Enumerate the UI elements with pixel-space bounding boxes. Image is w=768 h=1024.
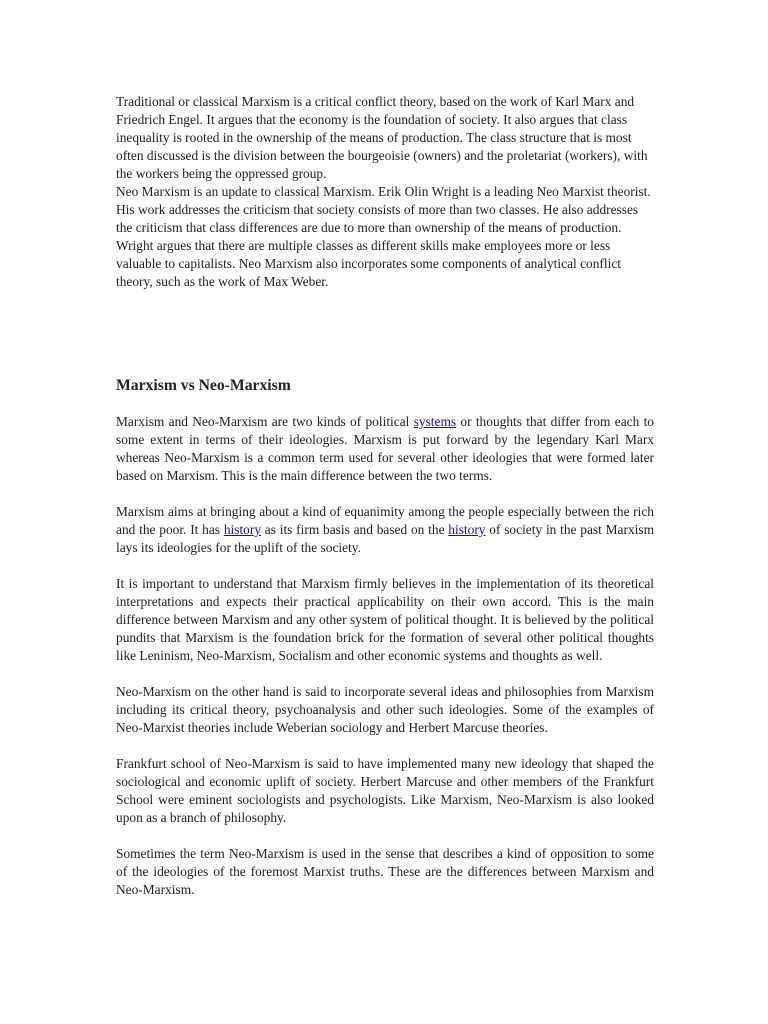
systems-link[interactable]: systems <box>413 414 457 429</box>
section-paragraph-6: Sometimes the term Neo-Marxism is used in the sense that describes a kind of opposition to some of the ideologies of the foremost Marxist truths. These are the differences between Marxism and Neo-Marxism. <box>116 846 654 897</box>
history-link[interactable]: history <box>448 522 486 537</box>
comparison-section <box>116 413 654 899</box>
intro-paragraph-2: Neo Marxism is an update to classical Marxism. Erik Olin Wright is a leading Neo Marxist theorist. His work addresses the criticism that society consists of more than two classes. He also addresses the criticism that class differences are due to more than ownership of the means of production. Wright argues that there are multiple classes as different skills make employees more or less valuable to capitalists. Neo Marxism also incorporates some components of analytical conflict theory, such as the work of Max Weber. <box>116 184 651 289</box>
section-paragraph-1 <box>116 413 654 485</box>
paragraph-text: of society in the past Marxism lays its ideologies for the uplift of the society. <box>116 522 654 555</box>
section-heading: Marxism vs Neo-Marxism <box>116 377 291 394</box>
paragraph-text: Marxism and Neo-Marxism are two kinds of political <box>116 414 414 429</box>
section-paragraph-2 <box>116 503 654 557</box>
section-paragraph-5: Frankfurt school of Neo-Marxism is said to have implemented many new ideology that shaped the sociological and economic uplift of society. Herbert Marcuse and other members of the Frankfurt School were eminent sociologists and psychologists. Like Marxism, Neo-Marxism is also looked upon as a branch of philosophy. <box>116 756 654 825</box>
paragraph-text: as its firm basis and based on the <box>261 522 449 537</box>
paragraph-text: Marxism aims at bringing about a kind of equanimity among the people especially between the rich and the poor. It has <box>116 504 654 537</box>
section-paragraph-3: It is important to understand that Marxism firmly believes in the implementation of its theoretical interpretations and expects their practical applicability on their own accord. This is the main difference between Marxism and any other system of political thought. It is believed by the political pundits that Marxism is the foundation brick for the formation of several other political thoughts like Leninism, Neo-Marxism, Socialism and other economic systems and thoughts as well. <box>116 576 654 663</box>
history-link[interactable]: history <box>223 522 262 537</box>
section-paragraph-4: Neo-Marxism on the other hand is said to incorporate several ideas and philosophies from Marxism including its critical theory, psychoanalysis and other such ideologies. Some of the examples of Neo-Marxist theories include Weberian sociology and Herbert Marcuse theories. <box>116 684 654 735</box>
intro-paragraph-1: Traditional or classical Marxism is a critical conflict theory, based on the work of Karl Marx and Friedrich Engel. It argues that the economy is the foundation of society. It also argues that class inequality is rooted in the ownership of the means of production. The class structure that is most often discussed is the division between the bourgeoisie (owners) and the proletariat (workers), with the workers being the oppressed group. <box>116 94 648 181</box>
document-body <box>116 93 654 897</box>
paragraph-text: or thoughts that differ from each to some extent in terms of their ideologies. Marxism is put forward by the legendary Karl Marx whereas Neo-Marxism is a common term used for several other ideologies that were formed later based on Marxism. This is the main difference between the two terms. <box>116 414 654 483</box>
